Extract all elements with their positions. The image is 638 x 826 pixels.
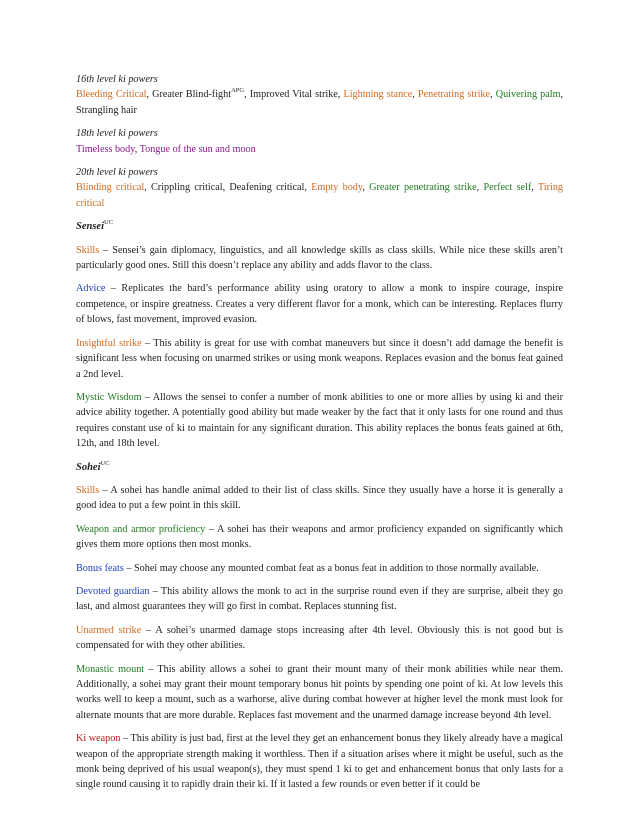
ability-paragraph: [76, 584, 563, 615]
power-name: ,: [144, 182, 152, 194]
power-name: Crippling critical: [151, 182, 223, 194]
power-name: Greater penetrating strike: [369, 182, 477, 194]
power-name: Quivering palm: [495, 89, 561, 101]
power-name: Tongue of the sun and moon: [139, 143, 256, 155]
ability-description: – This ability is great for use with combat maneuvers but since it doesn’t add damage the benefit is significant less when focusing on unarmed strikes or using monk weapons. Replaces evasion and the bonus feat gained a 2nd level.: [76, 337, 564, 380]
power-name: Strangling hair: [76, 104, 137, 116]
source-superscript: APG: [231, 87, 245, 95]
power-name: ,: [146, 89, 153, 101]
power-name: ,: [476, 182, 484, 194]
ability-description: – Sohei may choose any mounted combat feat as a bonus feat in addition to those normally available.: [123, 562, 539, 574]
ability-name: Weapon and armor proficiency: [76, 523, 206, 535]
ki20-heading: 20th level ki powers: [76, 167, 158, 179]
ability-paragraph: [76, 390, 563, 452]
power-name: Penetrating strike: [417, 89, 491, 101]
power-name: Blinding critical: [76, 182, 145, 194]
ability-description: – A sohei’s unarmed damage stops increasing after 4th level. Obviously this is not good but is compensated for with they other abilities.: [76, 624, 563, 652]
ability-description: – A sohei has handle animal added to their list of class skills. Since they usually have a horse it is generally a good idea to put a few point in this skill.: [76, 484, 563, 512]
ability-description: – This ability allows a sohei to grant their mount many of their monk abilities while near them. Additionally, a sohei may grant their mount temporary bonus hit points by spending one point of ki. At low levels this works well to keep a mount, such as a warhorse, alive during combat however at higher level the monk must look for alternate mounts that are more durable. Replaces fast movement and the unarmed damage increase beyond 4th level.: [76, 663, 563, 721]
ability-description: – This ability is just bad, first at the level they get an enhancement bonus they likely already have a magical weapon of the appropriate strength making it worthless. Then if a situation arises where it might be useful, such as the monk being deprived of his usual weapon(s), they must spend 1 ki to get and enhancement bonus that only lasts for a single round causing it to rapidly drain their ki. If it lasted a few rounds or even better if it could be: [76, 733, 563, 791]
sohei-title: Sohei: [76, 461, 101, 473]
ability-paragraph: [76, 662, 563, 724]
ability-paragraph: [76, 731, 563, 793]
ability-paragraph: [76, 483, 563, 514]
power-name: Empty body: [311, 182, 363, 194]
sensei-title: Sensei: [76, 221, 105, 233]
sohei-entries: [76, 483, 563, 793]
ki18-section: [76, 126, 563, 157]
ability-description: – This ability allows the monk to act in the surprise round even if they are surprise, albeit they go last, and almost guarantees they will go first in combat. Replaces stunning fist.: [76, 585, 564, 613]
document-page: [76, 72, 563, 801]
power-name: Lightning stance: [343, 89, 413, 101]
sensei-source: UC: [104, 219, 114, 227]
ability-name: Monastic mount: [76, 663, 145, 675]
power-name: ,: [490, 89, 496, 101]
power-name: ,: [362, 182, 370, 194]
power-name: Deafening critical: [229, 182, 305, 194]
sensei-heading: [76, 219, 563, 234]
power-name: Timeless body: [76, 143, 135, 155]
ki20-section: [76, 165, 563, 211]
power-name: ,: [222, 182, 230, 194]
ability-paragraph: [76, 561, 563, 576]
ability-paragraph: [76, 281, 563, 327]
ki16-heading: 16th level ki powers: [76, 74, 158, 85]
ki20-power-list: [76, 180, 563, 211]
power-name: ,: [412, 89, 418, 101]
power-name: Perfect self: [483, 182, 532, 194]
ability-name: Devoted guardian: [76, 585, 150, 597]
ki18-heading: 18th level ki powers: [76, 128, 158, 140]
power-name: ,: [531, 182, 538, 194]
ki16-section: [76, 72, 563, 118]
ability-name: Insightful strike: [76, 337, 142, 349]
power-name: ,: [134, 143, 140, 155]
power-name: ,: [337, 89, 344, 101]
ability-paragraph: [76, 243, 563, 274]
power-name: ,: [304, 182, 312, 194]
sensei-entries: [76, 243, 563, 452]
ability-paragraph: [76, 336, 563, 382]
ability-name: Unarmed strike: [76, 624, 142, 636]
power-name: Improved Vital strike: [249, 89, 338, 101]
ability-paragraph: [76, 522, 563, 553]
ability-description: – Replicates the bard’s performance ability using oratory to allow a monk to inspire courage, inspire competence, or inspire greatness. Creates a very different flavor for a monk, which can be interesting. Replaces flurry of blows, fast movement, improved evasion.: [76, 283, 563, 326]
ability-name: Bonus feats: [76, 562, 124, 574]
ability-name: Skills: [76, 244, 100, 256]
ability-description: – Sensei’s gain diplomacy, linguistics, and all knowledge skills as class skills. While nice these skills aren’t particularly good ones. Still this doesn’t replace any ability and adds flavor to the class.: [76, 244, 563, 272]
ability-name: Mystic Wisdom: [76, 391, 142, 403]
ability-name: Advice: [76, 283, 106, 295]
ki16-power-list: [76, 87, 563, 118]
power-name: Greater Blind-fight: [152, 89, 232, 101]
power-name: ,: [560, 89, 564, 101]
ability-description: – Allows the sensei to confer a number of monk abilities to one or more allies by using ki and their advice ability together. A potentially good ability but made weaker by the fact that it only lasts for one round and thus requires constant use of ki to maintain for any significant duration. This ability replaces the bonus feats gained at 6th, 12th, and 18th level.: [76, 391, 564, 450]
power-name: Tiring critical: [76, 182, 564, 209]
power-name: ,: [244, 89, 250, 101]
sohei-heading: [76, 460, 563, 475]
ability-name: Skills: [76, 484, 100, 496]
ability-paragraph: [76, 623, 563, 654]
sohei-source: UC: [100, 459, 110, 467]
ki18-power-list: [76, 142, 563, 157]
power-name: Bleeding Critical: [76, 89, 147, 101]
ability-name: Ki weapon: [76, 733, 121, 745]
ability-description: – A sohei has their weapons and armor proficiency expanded on significantly which gives them more options then most monks.: [76, 523, 563, 551]
